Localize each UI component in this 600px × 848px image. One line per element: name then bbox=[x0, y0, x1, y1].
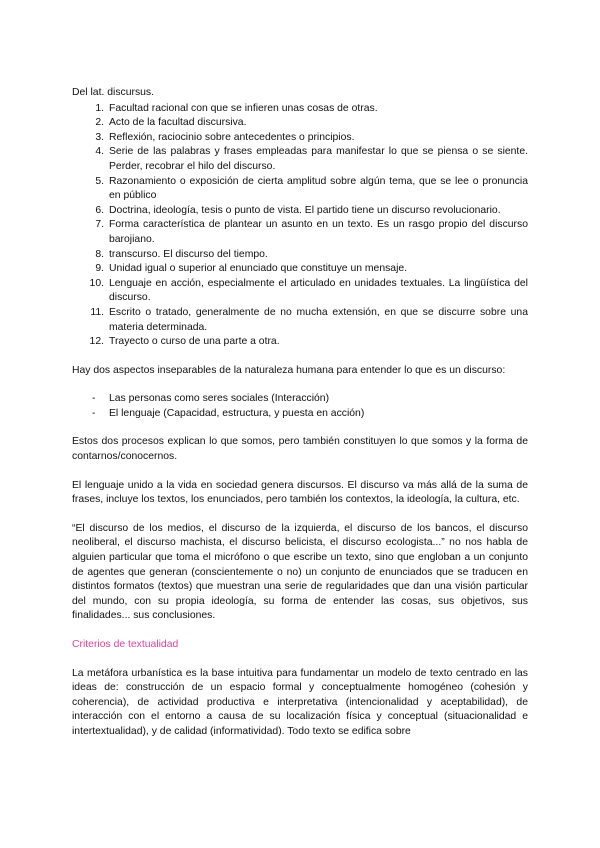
definition-item bbox=[72, 116, 528, 131]
aspect-text: El lenguaje (Capacidad, estructura, y puesta en acción) bbox=[109, 407, 365, 419]
definition-number: 4. bbox=[95, 146, 104, 158]
definition-item bbox=[72, 262, 528, 277]
definition-text: Lenguaje en acción, especialmente el articulado en unidades textuales. La lingüística del discurso. bbox=[109, 277, 528, 304]
definition-item bbox=[72, 277, 528, 306]
definition-text: Unidad igual o superior al enunciado que constituye un mensaje. bbox=[109, 263, 408, 275]
definition-number: 11. bbox=[90, 306, 104, 318]
definition-text: Escrito o tratado, generalmente de no mucha extensión, en que se discurre sobre una materia determinada. bbox=[109, 306, 528, 333]
definition-text: Serie de las palabras y frases empleadas para manifestar lo que se piensa o se siente. Perder, recobrar el hilo del discurso. bbox=[109, 146, 528, 172]
spacer bbox=[72, 653, 528, 667]
definition-item bbox=[72, 335, 528, 350]
document-content bbox=[72, 86, 528, 740]
definition-number: 3. bbox=[95, 131, 104, 143]
definition-text: transcurso. El discurso del tiempo. bbox=[109, 248, 268, 260]
aspect-item bbox=[72, 392, 528, 407]
spacer bbox=[72, 350, 528, 364]
definition-number: 7. bbox=[95, 219, 104, 231]
definition-number: 10. bbox=[89, 277, 104, 289]
definition-item bbox=[72, 248, 528, 263]
definition-number: 5. bbox=[95, 175, 104, 187]
definition-number: 9. bbox=[95, 263, 104, 275]
definition-text: Facultad racional con que se infieren unas cosas de otras. bbox=[109, 102, 378, 114]
paragraph-processes: Estos dos procesos explican lo que somos, pero también constituyen lo que somos y la forma de contarnos/conocernos. bbox=[72, 436, 528, 463]
aspects-list bbox=[72, 392, 528, 421]
paragraph-language: El lenguaje unido a la vida en sociedad genera discursos. El discurso va más allá de la suma de frases, incluye los textos, los enunciados, pero también los contextos, la ideología, la cultura, etc. bbox=[72, 479, 528, 506]
definition-text: Forma característica de plantear un asunto en un texto. Es un rasgo propio del discurso barojiano. bbox=[109, 219, 528, 245]
definition-text: Acto de la facultad discursiva. bbox=[109, 117, 247, 129]
definition-number: 2. bbox=[95, 117, 104, 129]
definition-text: Razonamiento o exposición de cierta amplitud sobre algún tema, que se lee o pronuncia en público bbox=[109, 175, 528, 202]
dash-bullet: - bbox=[92, 407, 96, 419]
aspect-item bbox=[72, 407, 528, 422]
definition-number: 6. bbox=[95, 204, 104, 216]
definition-text: Reflexión, raciocinio sobre antecedentes o principios. bbox=[109, 131, 355, 143]
paragraph-aspects: Hay dos aspectos inseparables de la naturaleza humana para entender lo que es un discurso: bbox=[72, 364, 506, 376]
definition-text: Trayecto o curso de una parte a otra. bbox=[109, 336, 280, 348]
definition-item bbox=[72, 218, 528, 247]
definition-item bbox=[72, 204, 528, 219]
definition-item bbox=[72, 306, 528, 335]
spacer bbox=[72, 624, 528, 638]
definition-item bbox=[72, 145, 528, 174]
aspect-text: Las personas como seres sociales (Interacción) bbox=[109, 393, 330, 405]
section-heading: Criterios de textualidad bbox=[72, 639, 179, 650]
definition-item bbox=[72, 102, 528, 117]
spacer bbox=[72, 465, 528, 479]
definition-number: 8. bbox=[95, 248, 104, 260]
intro-line: Del lat. discursus. bbox=[72, 87, 154, 98]
paragraph-quote: “El discurso de los medios, el discurso de la izquierda, el discurso de los bancos, el discurso neoliberal, el discurso machista, el discurso belicista, el discurso ecologista...” no nos habla de alguien particular que toma el micrófono o que escribe un texto, sino que engloban a un conjunto de agentes que generan (conscientemente o no) un conjunto de enunciados que se traducen en distintos formatos (textos) que muestran una serie de regularidades que dan una visión particular del mundo, con su propia ideología, su forma de entender las cosas, sus objetivos, sus finalidades... sus conclusiones. bbox=[72, 522, 528, 622]
definition-text: Doctrina, ideología, tesis o punto de vista. El partido tiene un discurso revolucionario. bbox=[109, 204, 501, 216]
spacer bbox=[72, 508, 528, 522]
definition-item bbox=[72, 131, 528, 146]
definitions-list bbox=[72, 102, 528, 350]
definition-number: 12. bbox=[89, 336, 104, 348]
definition-number: 1. bbox=[95, 102, 104, 114]
spacer bbox=[72, 378, 528, 392]
paragraph-metaphor: La metáfora urbanística es la base intuitiva para fundamentar un modelo de texto centrado en las ideas de: construcción de un espacio formal y conceptualmente homogéneo (cohesión y coherencia), de actividad productiva e interpretativa (intencionalidad y aceptabilidad), de interacción con el entorno a causa de su localización física y conceptual (situacionalidad e intertextualidad), y de calidad (informatividad). Todo texto se edifica sobre bbox=[72, 667, 528, 737]
dash-bullet: - bbox=[92, 393, 96, 405]
spacer bbox=[72, 421, 528, 435]
definition-item bbox=[72, 175, 528, 204]
